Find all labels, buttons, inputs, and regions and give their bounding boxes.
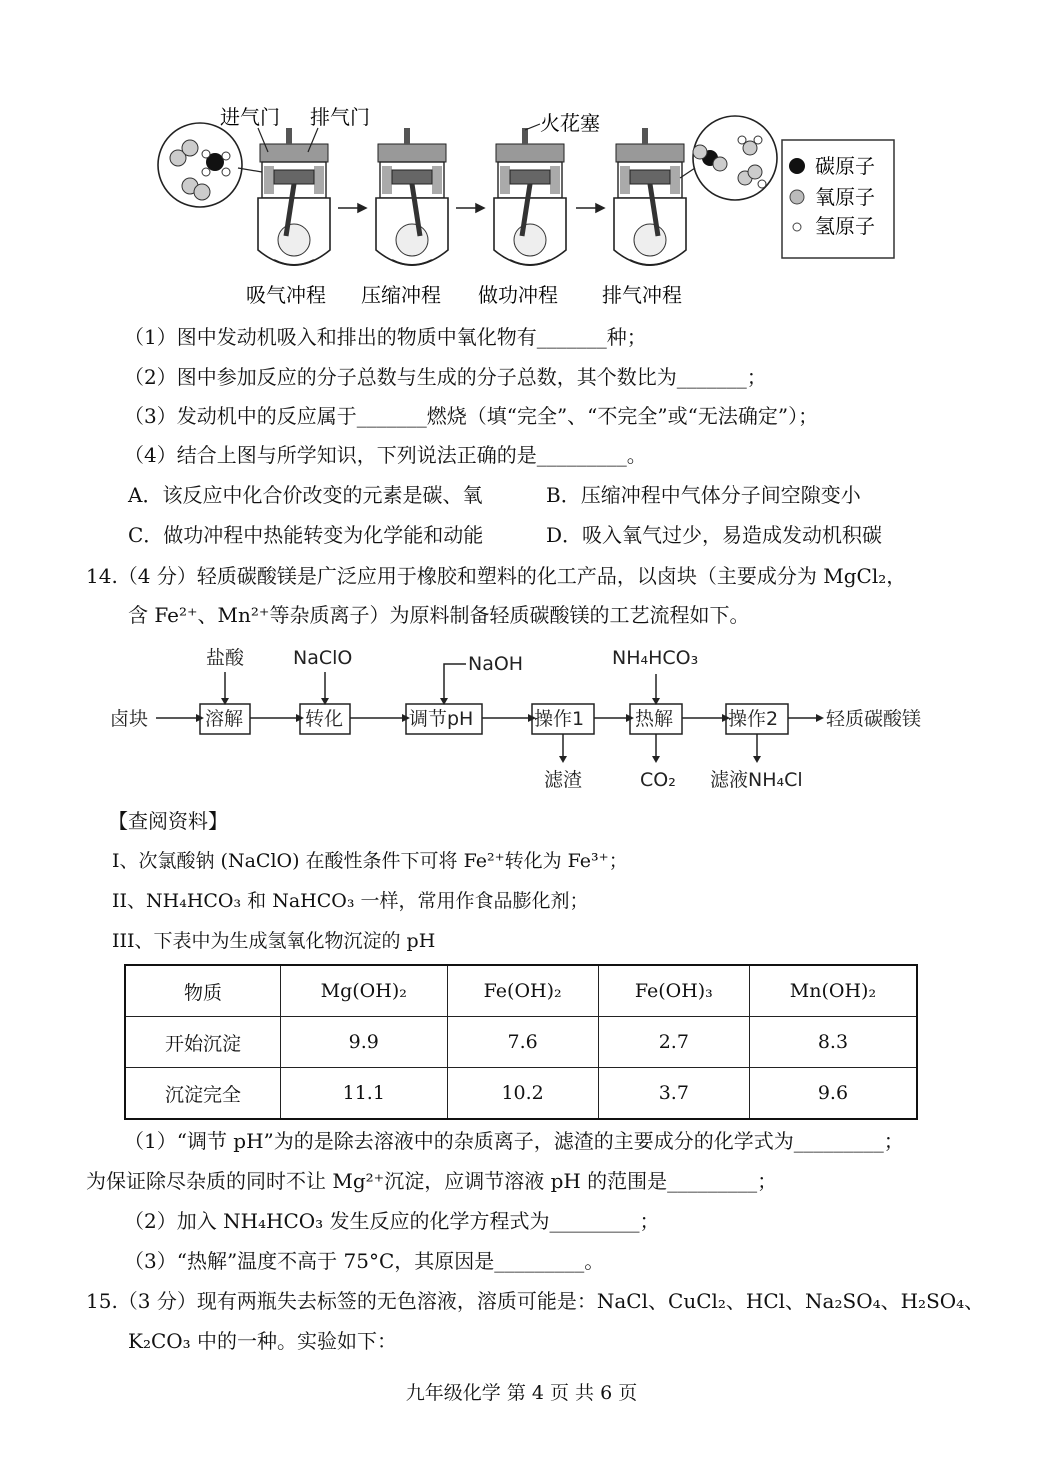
engine-compression: [376, 128, 448, 265]
exhaust-valve-label: 排气门: [310, 105, 370, 129]
reference-3: III、下表中为生成氢氧化物沉淀的 pH: [112, 930, 436, 952]
q14-question-1: （1）“调节 pH”为的是除去溶液中的杂质离子，滤渣的主要成分的化学式为_________；: [124, 1129, 904, 1153]
intake-molecules-bubble: [158, 123, 262, 207]
stroke-label-exhaust: 排气冲程: [602, 283, 682, 307]
intake-valve-label: 进气门: [220, 105, 280, 129]
reference-title: 【查阅资料】: [108, 809, 228, 833]
q13-item-4: （4）结合上图与所学知识，下列说法正确的是_________。: [124, 443, 647, 467]
flow-input-naoh: NaOH: [468, 653, 524, 675]
flow-step-dissolve: 溶解: [205, 708, 244, 730]
engine-power: [494, 128, 566, 265]
flow-output-residue: 滤渣: [544, 769, 583, 791]
ph-table-header-cell: Fe(OH)₂: [447, 965, 598, 1017]
stroke-label-power: 做功冲程: [478, 283, 558, 307]
flow-step-adjust-ph: 调节pH: [409, 708, 474, 730]
table-cell: 9.9: [281, 1017, 448, 1068]
table-cell: 9.6: [749, 1068, 917, 1120]
ph-table-header-cell: Mg(OH)₂: [281, 965, 448, 1017]
legend-hydrogen: 氢原子: [815, 214, 875, 238]
table-cell: 2.7: [598, 1017, 749, 1068]
ph-table-header-row: [125, 965, 917, 1017]
q13-option-b: B．压缩冲程中气体分子间空隙变小: [546, 483, 861, 507]
legend-carbon: 碳原子: [815, 154, 875, 178]
flow-step-operation-2: 操作2: [728, 708, 779, 730]
ph-table-header-cell: Mn(OH)₂: [749, 965, 917, 1017]
table-cell: 10.2: [447, 1068, 598, 1120]
flow-input-hcl: 盐酸: [206, 647, 245, 669]
q14-intro-line-1: 14.（4 分）轻质碳酸镁是广泛应用于橡胶和塑料的化工产品，以卤块（主要成分为 MgCl₂，: [86, 564, 907, 588]
ph-table-header-cell: Fe(OH)₃: [598, 965, 749, 1017]
q14-question-3: （3）“热解”温度不高于 75°C，其原因是_________。: [124, 1249, 605, 1273]
table-row: [125, 1068, 917, 1120]
flow-output-filtrate: 滤液NH₄Cl: [710, 769, 803, 791]
flow-input-naclo: NaClO: [293, 647, 353, 669]
oxygen-atom-icon: [790, 190, 804, 204]
flow-output-co2: CO₂: [640, 769, 676, 791]
atom-legend: [782, 140, 894, 258]
ph-table-header-cell: 物质: [125, 965, 281, 1017]
q15-line-2: K₂CO₃ 中的一种。实验如下：: [128, 1329, 398, 1353]
q13-item-1: （1）图中发动机吸入和排出的物质中氧化物有_______种；: [124, 325, 647, 349]
q14-question-1-cont: 为保证除尽杂质的同时不让 Mg²⁺沉淀，应调节溶液 pH 的范围是_________；: [86, 1169, 778, 1193]
stroke-label-intake: 吸气冲程: [246, 283, 326, 307]
q13-option-a: A．该反应中化合价改变的元素是碳、氧: [128, 483, 483, 507]
flow-input-nh4hco3: NH₄HCO₃: [612, 647, 699, 669]
flow-step-pyrolysis: 热解: [635, 708, 674, 730]
table-cell: 11.1: [281, 1068, 448, 1120]
q13-option-d: D．吸入氧气过少，易造成发动机积碳: [546, 523, 883, 547]
table-cell: 7.6: [447, 1017, 598, 1068]
process-flow-diagram: [100, 640, 950, 800]
legend-oxygen: 氧原子: [815, 185, 875, 209]
flow-step-operation-1: 操作1: [534, 708, 585, 730]
q15-line-1: 15.（3 分）现有两瓶失去标签的无色溶液，溶质可能是：NaCl、CuCl₂、HCl、Na₂SO₄、H₂SO₄、: [86, 1289, 985, 1313]
carbon-atom-icon: [789, 158, 805, 174]
reference-1: I、次氯酸钠 (NaClO) 在酸性条件下可将 Fe²⁺转化为 Fe³⁺；: [112, 850, 628, 872]
engine-exhaust: [614, 128, 686, 265]
reference-2: II、NH₄HCO₃ 和 NaHCO₃ 一样，常用作食品膨化剂；: [112, 890, 589, 912]
flow-start: 卤块: [110, 708, 149, 730]
flow-end: 轻质碳酸镁: [826, 708, 922, 730]
q13-item-2: （2）图中参加反应的分子总数与生成的分子总数，其个数比为_______；: [124, 365, 767, 389]
q13-item-3: （3）发动机中的反应属于_______燃烧（填“完全”、“不完全”或“无法确定”）；: [124, 404, 819, 428]
table-cell: 开始沉淀: [125, 1017, 281, 1068]
exhaust-molecules-bubble: [680, 116, 777, 200]
flow-step-convert: 转化: [305, 708, 344, 730]
q14-intro-line-2: 含 Fe²⁺、Mn²⁺等杂质离子）为原料制备轻质碳酸镁的工艺流程如下。: [128, 603, 750, 627]
q13-option-c: C．做功冲程中热能转变为化学能和动能: [128, 523, 484, 547]
table-cell: 8.3: [749, 1017, 917, 1068]
hydrogen-atom-icon: [793, 223, 801, 231]
engine-stroke-figure: [150, 100, 910, 315]
table-cell: 沉淀完全: [125, 1068, 281, 1120]
ph-table: [124, 964, 918, 1120]
table-cell: 3.7: [598, 1068, 749, 1120]
page-footer: 九年级化学 第 4 页 共 6 页: [405, 1382, 638, 1404]
stroke-label-compression: 压缩冲程: [361, 283, 441, 307]
q14-question-2: （2）加入 NH₄HCO₃ 发生反应的化学方程式为_________；: [124, 1209, 660, 1233]
engine-intake: [258, 128, 330, 265]
spark-plug-label: 火花塞: [540, 111, 600, 135]
table-row: [125, 1017, 917, 1068]
